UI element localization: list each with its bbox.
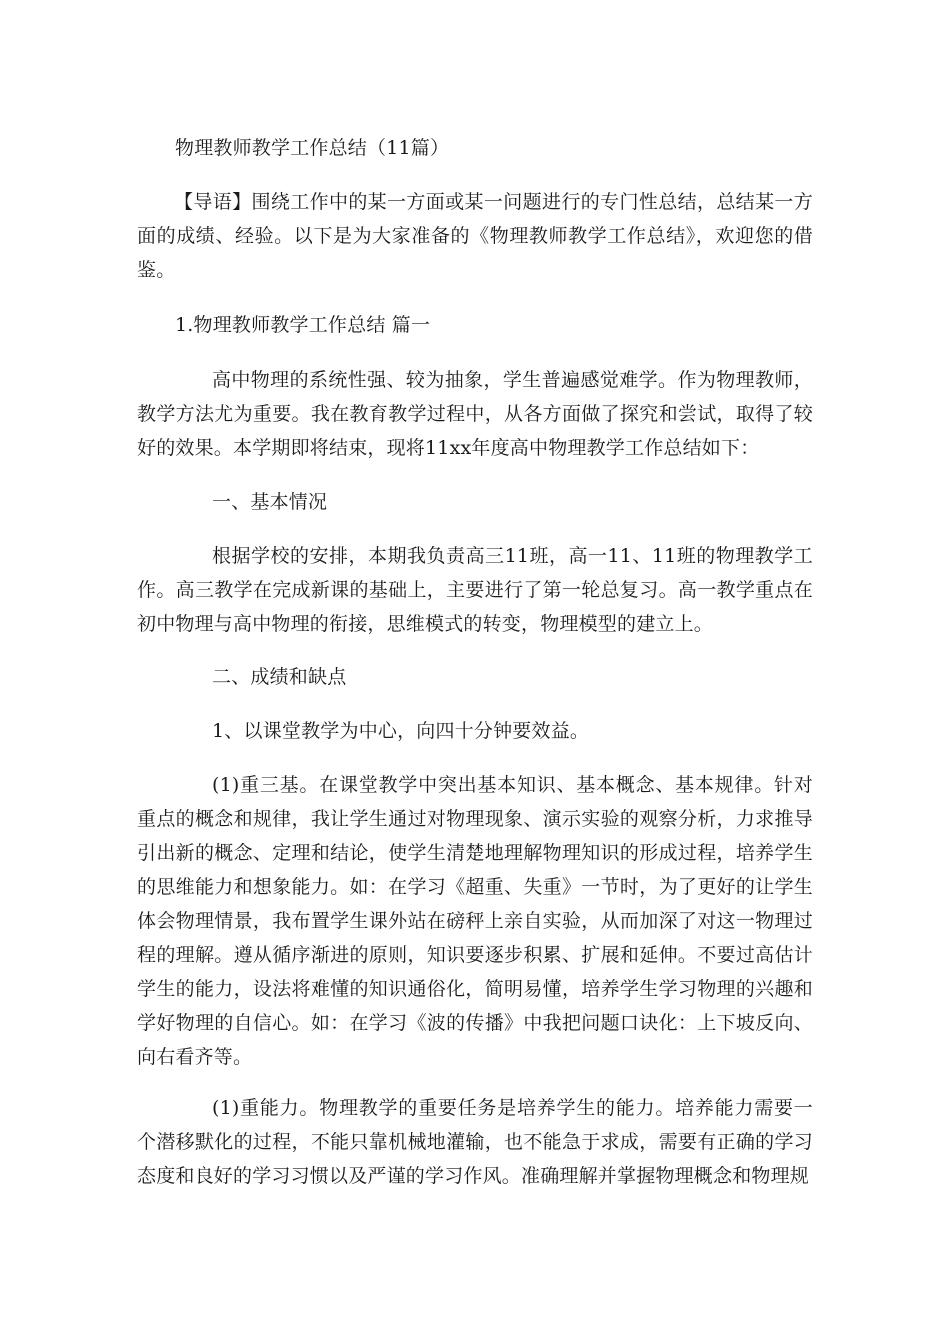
document-title: 物理教师教学工作总结（11篇） (175, 137, 450, 159)
paragraph-basic-situation: 根据学校的安排，本期我负责高三11班，高一11、11班的物理教学工作。高三教学在完成新课的基础上，主要进行了第一轮总复习。高一教学重点在初中物理与高中物理的衔接，思维模式的转变，物理模型的建立上。 (137, 545, 813, 635)
heading-basic-situation: 一、基本情况 (212, 491, 328, 513)
section-heading-1: 1.物理教师教学工作总结 篇一 (175, 314, 431, 336)
paragraph-overview: 高中物理的系统性强、较为抽象，学生普遍感觉难学。作为物理教师，教学方法尤为重要。我在教育教学过程中，从各方面做了探究和尝试，取得了较好的效果。本学期即将结束，现将11xx年度高中物理教学工作总结如下： (137, 369, 813, 459)
heading-results: 二、成绩和缺点 (212, 666, 347, 688)
paragraph-three-basics: (1)重三基。在课堂教学中突出基本知识、基本概念、基本规律。针对重点的概念和规律，我让学生通过对物理现象、演示实验的观察分析，力求推导引出新的概念、定理和结论，使学生清楚地理解物理知识的形成过程，培养学生的思维能力和想象能力。如：在学习《超重、失重》一节时，为了更好的让学生体会物理情景，我布置学生课外站在磅秤上亲自实验，从而加深了对这一物理过程的理解。遵从循序渐进的原则，知识要逐步积累、扩展和延伸。不要过高估计学生的能力，设法将难懂的知识通俗化，简明易懂，培养学生学习物理的兴趣和学好物理的自信心。如：在学习《波的传播》中我把问题口诀化：上下坡反向、向右看齐等。 (137, 774, 813, 1068)
subheading-classroom: 1、以课堂教学为中心，向四十分钟要效益。 (212, 720, 590, 742)
paragraph-ability: (1)重能力。物理教学的重要任务是培养学生的能力。培养能力需要一个潜移默化的过程，不能只靠机械地灌输，也不能急于求成，需要有正确的学习态度和良好的学习习惯以及严谨的学习作风。准确理解并掌握物理概念和物理规 (137, 1097, 813, 1187)
intro-paragraph: 【导语】围绕工作中的某一方面或某一问题进行的专门性总结，总结某一方面的成绩、经验。以下是为大家准备的《物理教师教学工作总结》，欢迎您的借鉴。 (137, 191, 813, 281)
